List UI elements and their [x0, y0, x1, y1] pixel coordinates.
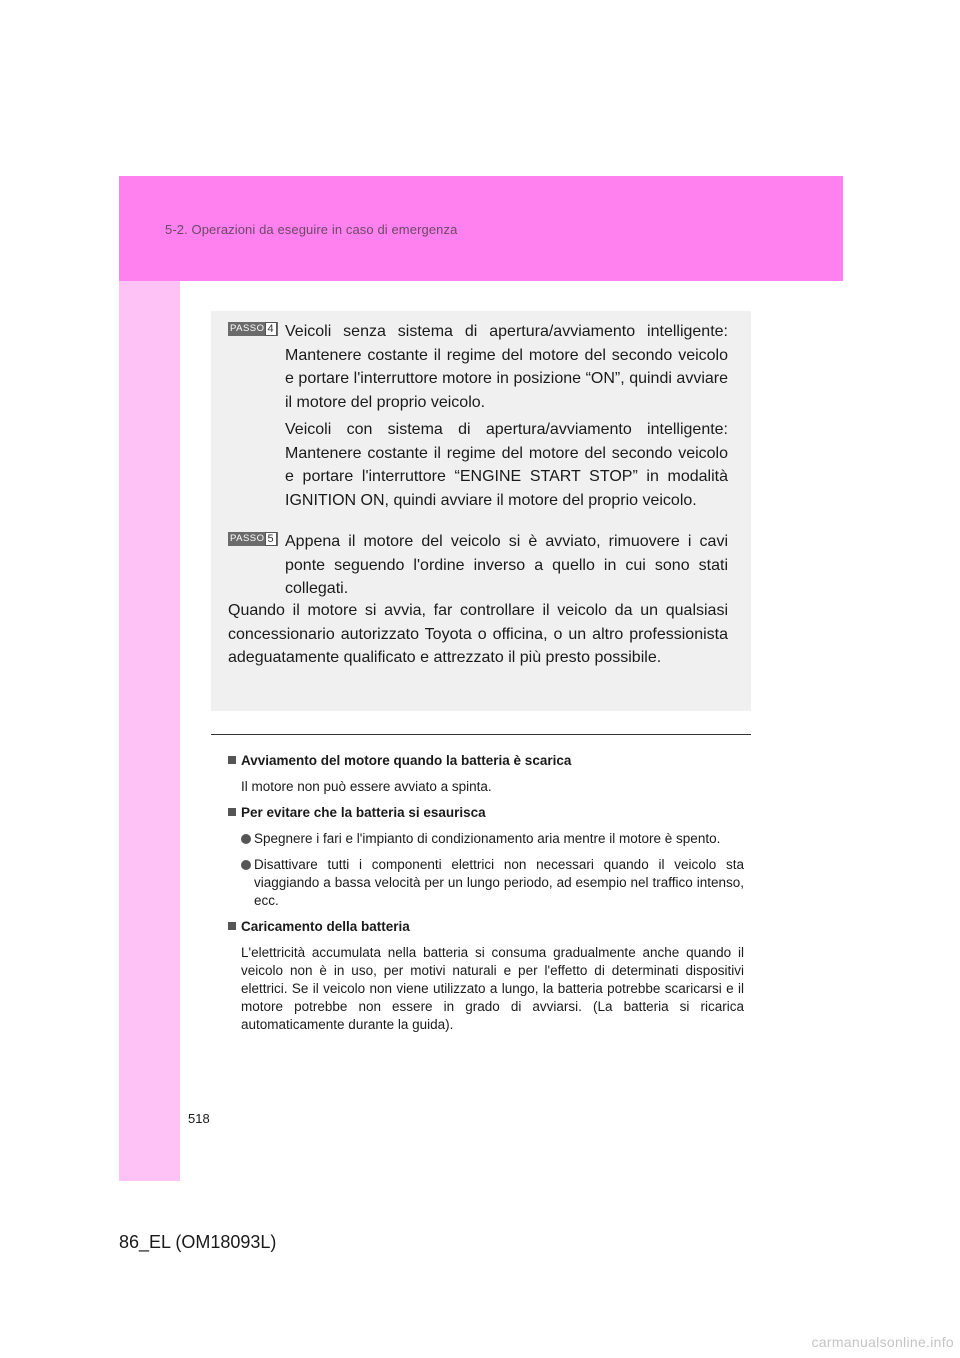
info-heading-text: Per evitare che la batteria si esaurisca: [241, 805, 486, 820]
info-text: Il motore non può essere avviato a spinta.: [241, 779, 492, 794]
page-number: 518: [188, 1111, 210, 1126]
info-bullet: [241, 856, 744, 910]
step-body: [285, 320, 728, 512]
step-5: [228, 530, 728, 605]
info-bullet: [241, 830, 744, 848]
circle-bullet-icon: [241, 834, 251, 844]
circle-bullet-icon: [241, 860, 251, 870]
info-heading: [228, 918, 744, 936]
step-body: [285, 530, 728, 601]
watermark: carmanualsonline.info: [811, 1334, 954, 1350]
step-badge: [228, 322, 278, 336]
info-heading-text: Caricamento della batteria: [241, 919, 410, 934]
info-text: L'elettricità accumulata nella batteria si consuma gradualmente anche quando il veicolo non è in uso, per motivi naturali e per l'effetto di determinati dispositivi elettrici. Se il veicolo non viene utilizzato a lungo, la batteria potrebbe scaricarsi e il motore potrebbe non essere in grado di avviarsi. (La batteria si ricarica automaticamente durante la guida).: [241, 945, 744, 1032]
section-title: 5-2. Operazioni da eseguire in caso di emergenza: [165, 222, 458, 237]
divider: [211, 734, 751, 735]
info-heading-text: Avviamento del motore quando la batteria è scarica: [241, 753, 572, 768]
square-bullet-icon: [228, 922, 236, 930]
step-badge-label: PASSO: [230, 323, 265, 334]
info-heading: [228, 752, 744, 770]
step-paragraph: Appena il motore del veicolo si è avviato, rimuovere i cavi ponte seguendo l'ordine inverso a quello in cui sono stati collegati.: [285, 533, 728, 597]
info-bullet-text: Spegnere i fari e l'impianto di condizionamento aria mentre il motore è spento.: [254, 831, 721, 846]
info-heading: [228, 804, 744, 822]
step-badge-number: 5: [265, 532, 277, 546]
step-paragraph: Veicoli senza sistema di apertura/avviamento intelligente: Mantenere costante il regime del motore del secondo veicolo e portare l'interruttore motore in posizione “ON”, quindi avviare il motore del proprio veicolo.: [285, 323, 728, 411]
step-badge: [228, 532, 278, 546]
step-badge-label: PASSO: [230, 533, 265, 544]
footer-code: 86_EL (OM18093L): [119, 1232, 277, 1252]
info-bullet-text: Disattivare tutti i componenti elettrici non necessari quando il veicolo sta viaggiando a bassa velocità per un lungo periodo, ad esempio nel traffico intenso, ecc.: [254, 857, 744, 908]
sidebar-band: [119, 281, 180, 1181]
step-badge-number: 4: [265, 322, 277, 336]
step-paragraph: Veicoli con sistema di apertura/avviamento intelligente: Mantenere costante il regime del motore del secondo veicolo e portare l'interruttore “ENGINE START STOP” in modalità IGNITION ON, quindi avviare il motore del proprio veicolo.: [285, 421, 728, 509]
info-section: [228, 752, 744, 1042]
completion-note: Quando il motore si avvia, far controllare il veicolo da un qualsiasi concessionario autorizzato Toyota o officina, o un altro professionista adeguatamente qualificato e attrezzato il più presto possibile.: [228, 602, 728, 666]
square-bullet-icon: [228, 808, 236, 816]
square-bullet-icon: [228, 756, 236, 764]
step-4: [228, 320, 728, 516]
